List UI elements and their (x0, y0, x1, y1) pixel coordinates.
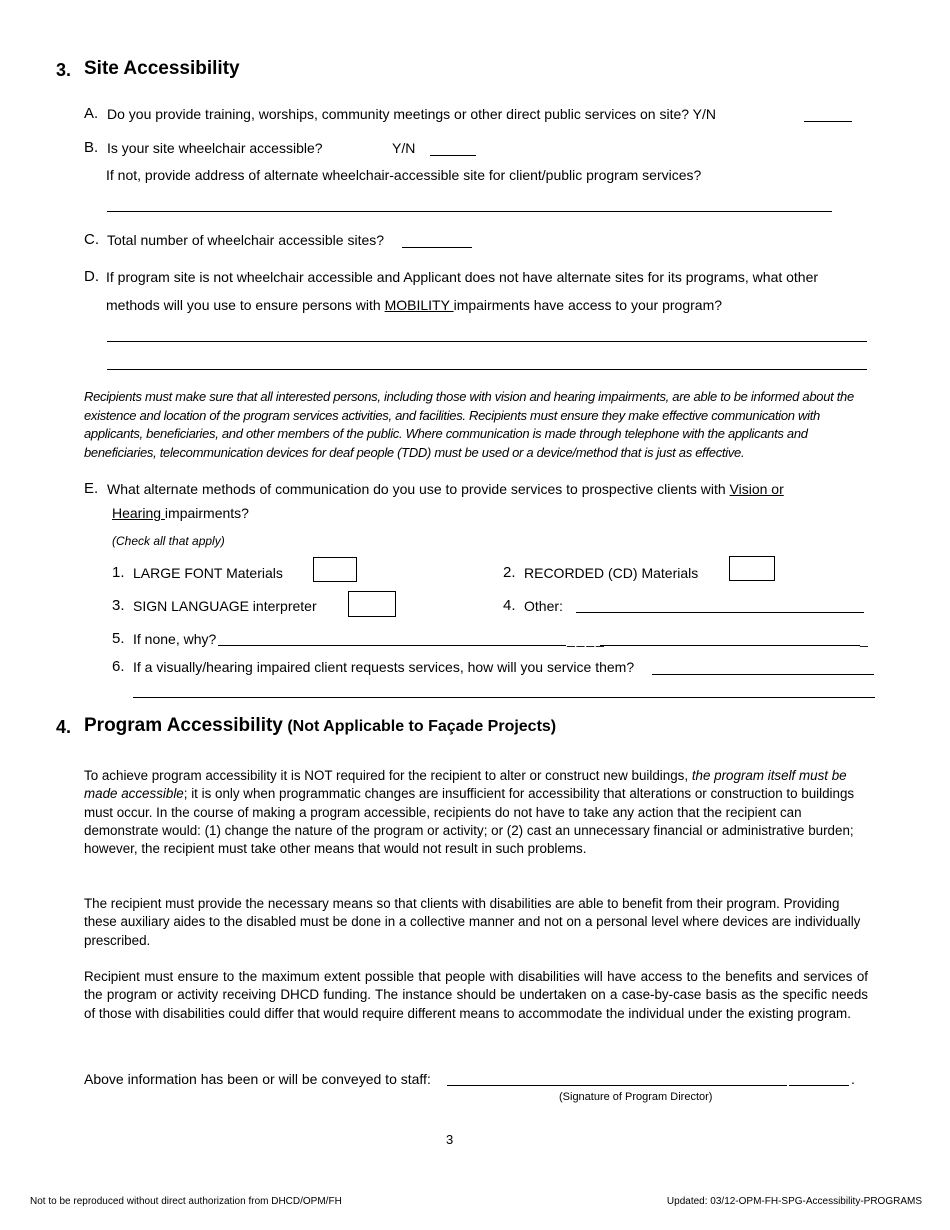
question-d-letter: D. (84, 268, 99, 285)
question-e-line2-post: impairments? (164, 505, 249, 521)
p1-part-a: To achieve program accessibility it is NOT required for the recipient to alter or construct new buildings, (84, 768, 692, 783)
option-2-label: RECORDED (CD) Materials (524, 565, 699, 581)
section-4-heading (84, 715, 556, 737)
hearing-underlined: Hearing (112, 505, 165, 521)
signature-line-1[interactable] (447, 1085, 787, 1086)
vision-or-underlined: Vision or (729, 481, 784, 497)
service-answer-line-1[interactable] (652, 674, 874, 675)
staff-conveyed-label: Above information has been or will be conveyed to staff: (84, 1071, 431, 1087)
p1-italic: the program itself must be made accessible (84, 768, 847, 802)
question-b-followup: If not, provide address of alternate wheelchair-accessible site for client/public program services? (106, 167, 702, 183)
option-6-number: 6. (112, 658, 125, 675)
question-c-text: Total number of wheelchair accessible sites? (107, 232, 385, 248)
section-4-subtitle: (Not Applicable to Façade Projects) (287, 718, 557, 735)
question-b-letter: B. (84, 139, 99, 156)
option-5-number: 5. (112, 630, 125, 647)
question-d-line1: If program site is not wheelchair accessible and Applicant does not have alternate sites for its programs, what other (106, 269, 819, 285)
signature-line-2[interactable] (789, 1085, 849, 1086)
none-why-filler: _ _ _ _ (567, 631, 603, 647)
question-d-line2 (106, 297, 722, 313)
question-e-line2 (112, 505, 249, 521)
section-4-number: 4. (56, 717, 72, 737)
large-font-checkbox[interactable] (313, 557, 357, 582)
page-number: 3 (446, 1132, 454, 1147)
staff-conveyed-end: . (851, 1071, 855, 1087)
mobility-underlined: MOBILITY (384, 297, 454, 313)
question-b-text: Is your site wheelchair accessible? (107, 140, 323, 156)
signature-caption: (Signature of Program Director) (559, 1091, 713, 1103)
program-accessibility-paragraph-3: Recipient must ensure to the maximum extent possible that people with disabilities will have access to the benefits and services of the program or activity receiving DHCD funding. The instance should be undertaken on a case-by-case basis as the specific needs of those with disabilities could differ that would require different means to accommodate the individual under the existing program. (84, 969, 868, 1021)
question-e-letter: E. (84, 480, 99, 497)
program-accessibility-paragraph-2: The recipient must provide the necessary means so that clients with disabilities are able to benefit from their program. Providing these auxiliary aides to the disabled must be done in a collective manner and not on a personal level where devices are individually prescribed. (84, 896, 861, 948)
question-c-letter: C. (84, 231, 99, 248)
question-b-yn: Y/N (392, 140, 416, 156)
program-accessibility-paragraph-1 (84, 767, 868, 858)
question-d-answer-line-2[interactable] (107, 369, 867, 370)
check-all-note: (Check all that apply) (112, 534, 225, 548)
section-3-number: 3. (56, 60, 72, 80)
sign-language-checkbox[interactable] (348, 591, 396, 617)
question-d-line2-pre: methods will you use to ensure persons with (106, 297, 385, 313)
footer-left: Not to be reproduced without direct authorization from DHCD/OPM/FH (30, 1196, 342, 1207)
service-answer-line-2[interactable] (133, 697, 875, 698)
communication-notice: Recipients must make sure that all interested persons, including those with vision and hearing impairments, are able to be informed about the existence and location of the program services activities, and facilities. Recipients must ensure they make effective communication with applicants, beneficiaries, and other members of the public. Where communication is made through telephone with the applicants and beneficiaries, telecommunication devices for deaf people (TDD) must be used or a device/method that is just as effective. (84, 389, 854, 460)
question-e-line1-pre: What alternate methods of communication do you use to provide services to prospective clients with (107, 481, 730, 497)
option-4-number: 4. (503, 597, 516, 614)
other-answer-line[interactable] (576, 612, 864, 613)
section-3-title: Site Accessibility (84, 58, 240, 79)
question-a-letter: A. (84, 105, 99, 122)
option-4-label: Other: (524, 598, 563, 614)
option-6-label: If a visually/hearing impaired client requests services, how will you service them? (133, 659, 635, 675)
option-3-number: 3. (112, 597, 125, 614)
question-c-answer-line[interactable] (402, 247, 472, 248)
none-why-end: _ (860, 631, 868, 647)
recorded-cd-checkbox[interactable] (729, 556, 775, 581)
option-1-label: LARGE FONT Materials (133, 565, 283, 581)
question-a-answer-line[interactable] (804, 121, 852, 122)
option-2-number: 2. (503, 564, 516, 581)
question-b-answer-line[interactable] (430, 155, 476, 156)
option-3-label: SIGN LANGUAGE interpreter (133, 598, 317, 614)
p1-part-b: ; it is only when programmatic changes are insufficient for accessibility that alterations or construction to buildings must occur. In the course of making a program accessible, recipients do not have to take any action that the recipient can demonstrate would: (1) change the nature of the program or activity; or (2) cast an unnecessary financial or administrative burden; however, the recipient must take other means that would not result in such problems. (84, 786, 855, 857)
section-4-title: Program Accessibility (84, 715, 283, 736)
none-why-line-1[interactable] (218, 645, 566, 646)
footer-right: Updated: 03/12-OPM-FH-SPG-Accessibility-PROGRAMS (666, 1196, 922, 1207)
question-d-line2-post: impairments have access to your program? (453, 297, 723, 313)
alternate-site-address-line[interactable] (107, 211, 832, 212)
question-e-line1 (107, 481, 784, 497)
question-d-answer-line-1[interactable] (107, 341, 867, 342)
question-a-text: Do you provide training, worships, community meetings or other direct public services on site? Y/N (107, 106, 717, 122)
none-why-line-2[interactable] (600, 645, 860, 646)
option-5-label: If none, why? (133, 631, 217, 647)
option-1-number: 1. (112, 564, 125, 581)
